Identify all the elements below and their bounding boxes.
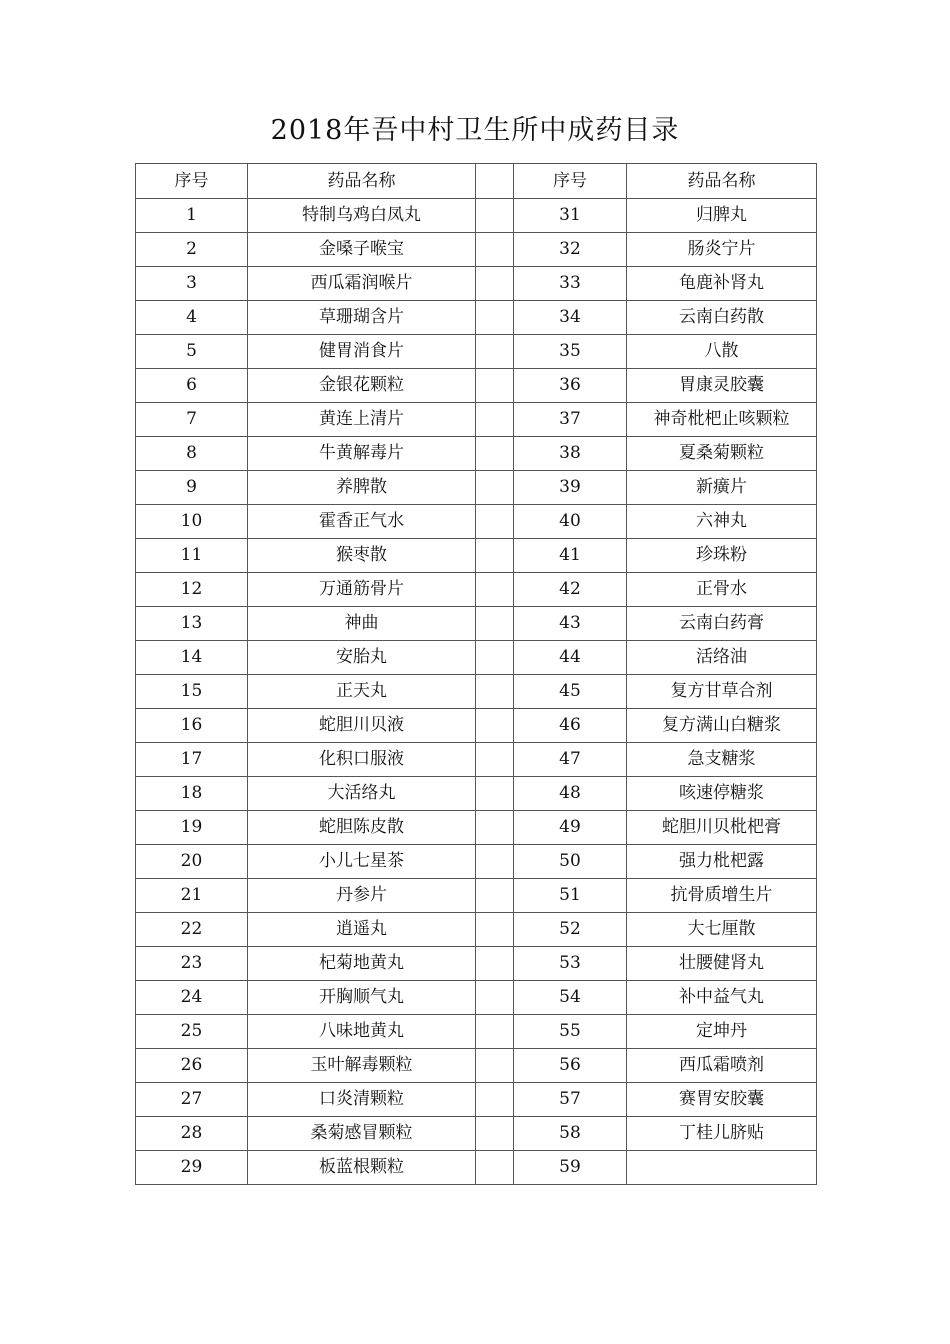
- table-row: [136, 1015, 817, 1049]
- table-row: [136, 777, 817, 811]
- right-index-cell: 36: [514, 369, 627, 403]
- right-name-cell: 蛇胆川贝枇杷膏: [627, 811, 817, 845]
- right-index-cell: 42: [514, 573, 627, 607]
- right-name-cell: 神奇枇杷止咳颗粒: [627, 403, 817, 437]
- right-name-cell: 补中益气丸: [627, 981, 817, 1015]
- right-name-cell: 新癀片: [627, 471, 817, 505]
- table-row: [136, 403, 817, 437]
- right-name-cell: 壮腰健肾丸: [627, 947, 817, 981]
- gap-cell: [476, 1151, 514, 1185]
- right-index-cell: 31: [514, 199, 627, 233]
- left-index-cell: 4: [136, 301, 248, 335]
- left-index-cell: 1: [136, 199, 248, 233]
- left-index-cell: 3: [136, 267, 248, 301]
- right-index-cell: 37: [514, 403, 627, 437]
- header-gap-cell: [476, 164, 514, 199]
- right-index-cell: 56: [514, 1049, 627, 1083]
- table-row: [136, 335, 817, 369]
- right-index-cell: 41: [514, 539, 627, 573]
- gap-cell: [476, 675, 514, 709]
- right-index-cell: 51: [514, 879, 627, 913]
- right-index-cell: 47: [514, 743, 627, 777]
- right-name-cell: 强力枇杷露: [627, 845, 817, 879]
- right-index-cell: 40: [514, 505, 627, 539]
- gap-cell: [476, 607, 514, 641]
- table-row: [136, 267, 817, 301]
- table-row: [136, 981, 817, 1015]
- left-index-cell: 24: [136, 981, 248, 1015]
- right-name-cell: 八散: [627, 335, 817, 369]
- gap-cell: [476, 403, 514, 437]
- left-index-cell: 16: [136, 709, 248, 743]
- left-index-cell: 28: [136, 1117, 248, 1151]
- table-row: [136, 539, 817, 573]
- left-index-cell: 17: [136, 743, 248, 777]
- table-row: [136, 1049, 817, 1083]
- gap-cell: [476, 641, 514, 675]
- right-name-cell: [627, 1151, 817, 1185]
- left-name-cell: 口炎清颗粒: [248, 1083, 476, 1117]
- right-name-cell: 咳速停糖浆: [627, 777, 817, 811]
- table-row: [136, 709, 817, 743]
- header-name-right: 药品名称: [627, 164, 817, 199]
- right-index-cell: 39: [514, 471, 627, 505]
- left-index-cell: 18: [136, 777, 248, 811]
- left-index-cell: 21: [136, 879, 248, 913]
- header-row: [136, 164, 817, 199]
- left-name-cell: 丹参片: [248, 879, 476, 913]
- left-name-cell: 逍遥丸: [248, 913, 476, 947]
- gap-cell: [476, 1083, 514, 1117]
- right-name-cell: 六神丸: [627, 505, 817, 539]
- gap-cell: [476, 777, 514, 811]
- left-index-cell: 2: [136, 233, 248, 267]
- table-row: [136, 1151, 817, 1185]
- left-name-cell: 金银花颗粒: [248, 369, 476, 403]
- header-index-left: 序号: [136, 164, 248, 199]
- table-row: [136, 811, 817, 845]
- left-index-cell: 29: [136, 1151, 248, 1185]
- left-index-cell: 15: [136, 675, 248, 709]
- left-name-cell: 黄连上清片: [248, 403, 476, 437]
- left-index-cell: 11: [136, 539, 248, 573]
- right-index-cell: 49: [514, 811, 627, 845]
- header-index-right: 序号: [514, 164, 627, 199]
- right-index-cell: 54: [514, 981, 627, 1015]
- right-name-cell: 云南白药膏: [627, 607, 817, 641]
- table-row: [136, 233, 817, 267]
- left-index-cell: 5: [136, 335, 248, 369]
- left-index-cell: 20: [136, 845, 248, 879]
- table-row: [136, 573, 817, 607]
- gap-cell: [476, 539, 514, 573]
- right-index-cell: 44: [514, 641, 627, 675]
- left-index-cell: 7: [136, 403, 248, 437]
- gap-cell: [476, 981, 514, 1015]
- right-index-cell: 38: [514, 437, 627, 471]
- gap-cell: [476, 369, 514, 403]
- medicine-catalog-table: [135, 163, 817, 1185]
- left-index-cell: 26: [136, 1049, 248, 1083]
- gap-cell: [476, 199, 514, 233]
- table-row: [136, 471, 817, 505]
- gap-cell: [476, 437, 514, 471]
- right-index-cell: 57: [514, 1083, 627, 1117]
- left-name-cell: 西瓜霜润喉片: [248, 267, 476, 301]
- table-row: [136, 913, 817, 947]
- left-name-cell: 健胃消食片: [248, 335, 476, 369]
- right-name-cell: 云南白药散: [627, 301, 817, 335]
- table-row: [136, 199, 817, 233]
- left-name-cell: 草珊瑚含片: [248, 301, 476, 335]
- left-name-cell: 神曲: [248, 607, 476, 641]
- right-index-cell: 55: [514, 1015, 627, 1049]
- left-index-cell: 25: [136, 1015, 248, 1049]
- left-index-cell: 10: [136, 505, 248, 539]
- left-name-cell: 牛黄解毒片: [248, 437, 476, 471]
- page-title: 2018年吾中村卫生所中成药目录: [270, 115, 680, 146]
- gap-cell: [476, 709, 514, 743]
- right-index-cell: 53: [514, 947, 627, 981]
- right-name-cell: 龟鹿补肾丸: [627, 267, 817, 301]
- gap-cell: [476, 811, 514, 845]
- left-name-cell: 万通筋骨片: [248, 573, 476, 607]
- right-name-cell: 复方满山白糖浆: [627, 709, 817, 743]
- right-index-cell: 33: [514, 267, 627, 301]
- left-name-cell: 特制乌鸡白凤丸: [248, 199, 476, 233]
- left-name-cell: 板蓝根颗粒: [248, 1151, 476, 1185]
- gap-cell: [476, 743, 514, 777]
- table-row: [136, 845, 817, 879]
- left-name-cell: 猴枣散: [248, 539, 476, 573]
- left-name-cell: 安胎丸: [248, 641, 476, 675]
- gap-cell: [476, 913, 514, 947]
- gap-cell: [476, 233, 514, 267]
- table-row: [136, 641, 817, 675]
- right-name-cell: 夏桑菊颗粒: [627, 437, 817, 471]
- table-row: [136, 1117, 817, 1151]
- gap-cell: [476, 947, 514, 981]
- table-row: [136, 743, 817, 777]
- left-name-cell: 化积口服液: [248, 743, 476, 777]
- gap-cell: [476, 573, 514, 607]
- left-index-cell: 6: [136, 369, 248, 403]
- right-index-cell: 52: [514, 913, 627, 947]
- right-index-cell: 43: [514, 607, 627, 641]
- gap-cell: [476, 471, 514, 505]
- right-name-cell: 丁桂儿脐贴: [627, 1117, 817, 1151]
- right-name-cell: 珍珠粉: [627, 539, 817, 573]
- left-name-cell: 八味地黄丸: [248, 1015, 476, 1049]
- right-index-cell: 34: [514, 301, 627, 335]
- gap-cell: [476, 1015, 514, 1049]
- right-index-cell: 50: [514, 845, 627, 879]
- gap-cell: [476, 335, 514, 369]
- right-name-cell: 正骨水: [627, 573, 817, 607]
- table-row: [136, 947, 817, 981]
- left-name-cell: 正天丸: [248, 675, 476, 709]
- left-index-cell: 22: [136, 913, 248, 947]
- right-name-cell: 肠炎宁片: [627, 233, 817, 267]
- right-index-cell: 59: [514, 1151, 627, 1185]
- left-name-cell: 蛇胆陈皮散: [248, 811, 476, 845]
- right-name-cell: 活络油: [627, 641, 817, 675]
- gap-cell: [476, 301, 514, 335]
- table-row: [136, 301, 817, 335]
- right-index-cell: 32: [514, 233, 627, 267]
- left-name-cell: 大活络丸: [248, 777, 476, 811]
- table-row: [136, 607, 817, 641]
- catalog-body: [136, 164, 817, 1185]
- right-index-cell: 46: [514, 709, 627, 743]
- table-row: [136, 879, 817, 913]
- right-name-cell: 定坤丹: [627, 1015, 817, 1049]
- left-name-cell: 霍香正气水: [248, 505, 476, 539]
- right-index-cell: 35: [514, 335, 627, 369]
- left-name-cell: 杞菊地黄丸: [248, 947, 476, 981]
- left-index-cell: 12: [136, 573, 248, 607]
- right-name-cell: 西瓜霜喷剂: [627, 1049, 817, 1083]
- right-name-cell: 急支糖浆: [627, 743, 817, 777]
- left-name-cell: 养脾散: [248, 471, 476, 505]
- table-row: [136, 437, 817, 471]
- left-index-cell: 14: [136, 641, 248, 675]
- right-index-cell: 45: [514, 675, 627, 709]
- left-name-cell: 玉叶解毒颗粒: [248, 1049, 476, 1083]
- table-row: [136, 675, 817, 709]
- left-name-cell: 开胸顺气丸: [248, 981, 476, 1015]
- gap-cell: [476, 1049, 514, 1083]
- right-index-cell: 58: [514, 1117, 627, 1151]
- gap-cell: [476, 1117, 514, 1151]
- left-index-cell: 27: [136, 1083, 248, 1117]
- left-index-cell: 8: [136, 437, 248, 471]
- gap-cell: [476, 267, 514, 301]
- left-index-cell: 13: [136, 607, 248, 641]
- left-index-cell: 23: [136, 947, 248, 981]
- left-index-cell: 19: [136, 811, 248, 845]
- left-name-cell: 小儿七星茶: [248, 845, 476, 879]
- table-row: [136, 369, 817, 403]
- left-index-cell: 9: [136, 471, 248, 505]
- right-name-cell: 复方甘草合剂: [627, 675, 817, 709]
- right-name-cell: 大七厘散: [627, 913, 817, 947]
- right-name-cell: 归脾丸: [627, 199, 817, 233]
- right-name-cell: 胃康灵胶囊: [627, 369, 817, 403]
- left-name-cell: 桑菊感冒颗粒: [248, 1117, 476, 1151]
- gap-cell: [476, 505, 514, 539]
- right-name-cell: 抗骨质增生片: [627, 879, 817, 913]
- gap-cell: [476, 845, 514, 879]
- table-row: [136, 1083, 817, 1117]
- left-name-cell: 金嗓子喉宝: [248, 233, 476, 267]
- table-row: [136, 505, 817, 539]
- left-name-cell: 蛇胆川贝液: [248, 709, 476, 743]
- header-name-left: 药品名称: [248, 164, 476, 199]
- right-name-cell: 赛胃安胶囊: [627, 1083, 817, 1117]
- gap-cell: [476, 879, 514, 913]
- right-index-cell: 48: [514, 777, 627, 811]
